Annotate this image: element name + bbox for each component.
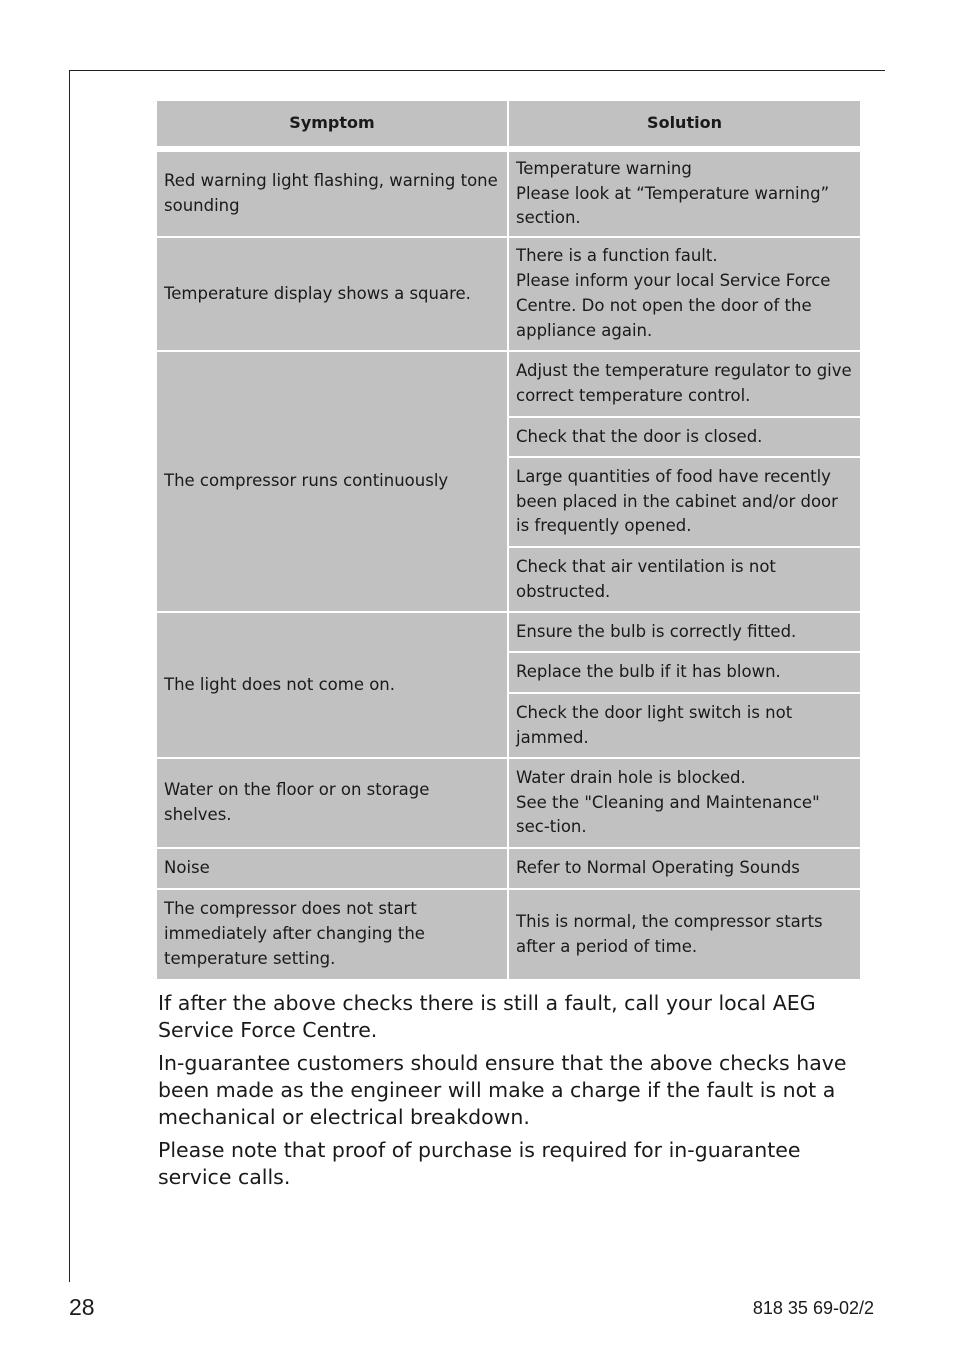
solution-cell: Large quantities of food have recently been placed in the cabinet and/or door is frequently opened. — [508, 457, 860, 547]
solution-cell — [508, 237, 860, 351]
table-row — [157, 149, 860, 237]
header-solution: Solution — [508, 101, 860, 149]
solution-text: Temperature warning Please look at “Temperature warning” section. — [516, 158, 830, 228]
solution-cell: Replace the bulb if it has blown. — [508, 652, 860, 693]
symptom-cell: Water on the floor or on storage shelves. — [157, 758, 508, 848]
table-row — [157, 758, 860, 848]
solution-cell — [508, 758, 860, 848]
solution-text: There is a function fault. Please inform your local Service Force Centre. Do not open the door of the appliance again. — [516, 246, 831, 340]
troubleshooting-table — [157, 101, 860, 979]
solution-cell: Check the door light switch is not jammed. — [508, 693, 860, 758]
symptom-cell: Temperature display shows a square. — [157, 237, 508, 351]
table-row — [157, 889, 860, 979]
symptom-cell: The compressor runs continuously — [157, 351, 508, 612]
solution-cell: Check that the door is closed. — [508, 417, 860, 457]
note-paragraph: In-guarantee customers should ensure that the above checks have been made as the engineer will make a charge if the fault is not a mechanical or electrical breakdown. — [158, 1051, 847, 1129]
solution-cell: Ensure the bulb is correctly fitted. — [508, 612, 860, 652]
symptom-cell: Red warning light flashing, warning tone sounding — [157, 149, 508, 237]
header-symptom: Symptom — [157, 101, 508, 149]
table-row — [157, 237, 860, 351]
note-paragraph: If after the above checks there is still a fault, call your local AEG Service Force Centre. — [158, 991, 816, 1042]
symptom-cell: The compressor does not start immediately after changing the temperature setting. — [157, 889, 508, 979]
symptom-cell: Noise — [157, 848, 508, 889]
table-row — [157, 612, 860, 652]
table-row — [157, 351, 860, 417]
symptom-cell: The light does not come on. — [157, 612, 508, 758]
top-rule — [69, 70, 885, 71]
notes-section — [158, 990, 858, 1197]
solution-cell — [508, 149, 860, 237]
note-paragraph: Please note that proof of purchase is required for in-guarantee service calls. — [158, 1138, 801, 1189]
table-row — [157, 848, 860, 889]
table-header-row — [157, 101, 860, 149]
document-code: 818 35 69-02/2 — [752, 1298, 874, 1318]
solution-cell: Check that air ventilation is not obstructed. — [508, 547, 860, 612]
solution-cell: Refer to Normal Operating Sounds — [508, 848, 860, 889]
solution-cell: This is normal, the compressor starts after a period of time. — [508, 889, 860, 979]
left-rule — [69, 70, 70, 1282]
solution-text: Water drain hole is blocked. See the "Cleaning and Maintenance" sec-tion. — [516, 767, 820, 837]
page-number: 28 — [69, 1294, 95, 1320]
solution-cell: Adjust the temperature regulator to give correct temperature control. — [508, 351, 860, 417]
